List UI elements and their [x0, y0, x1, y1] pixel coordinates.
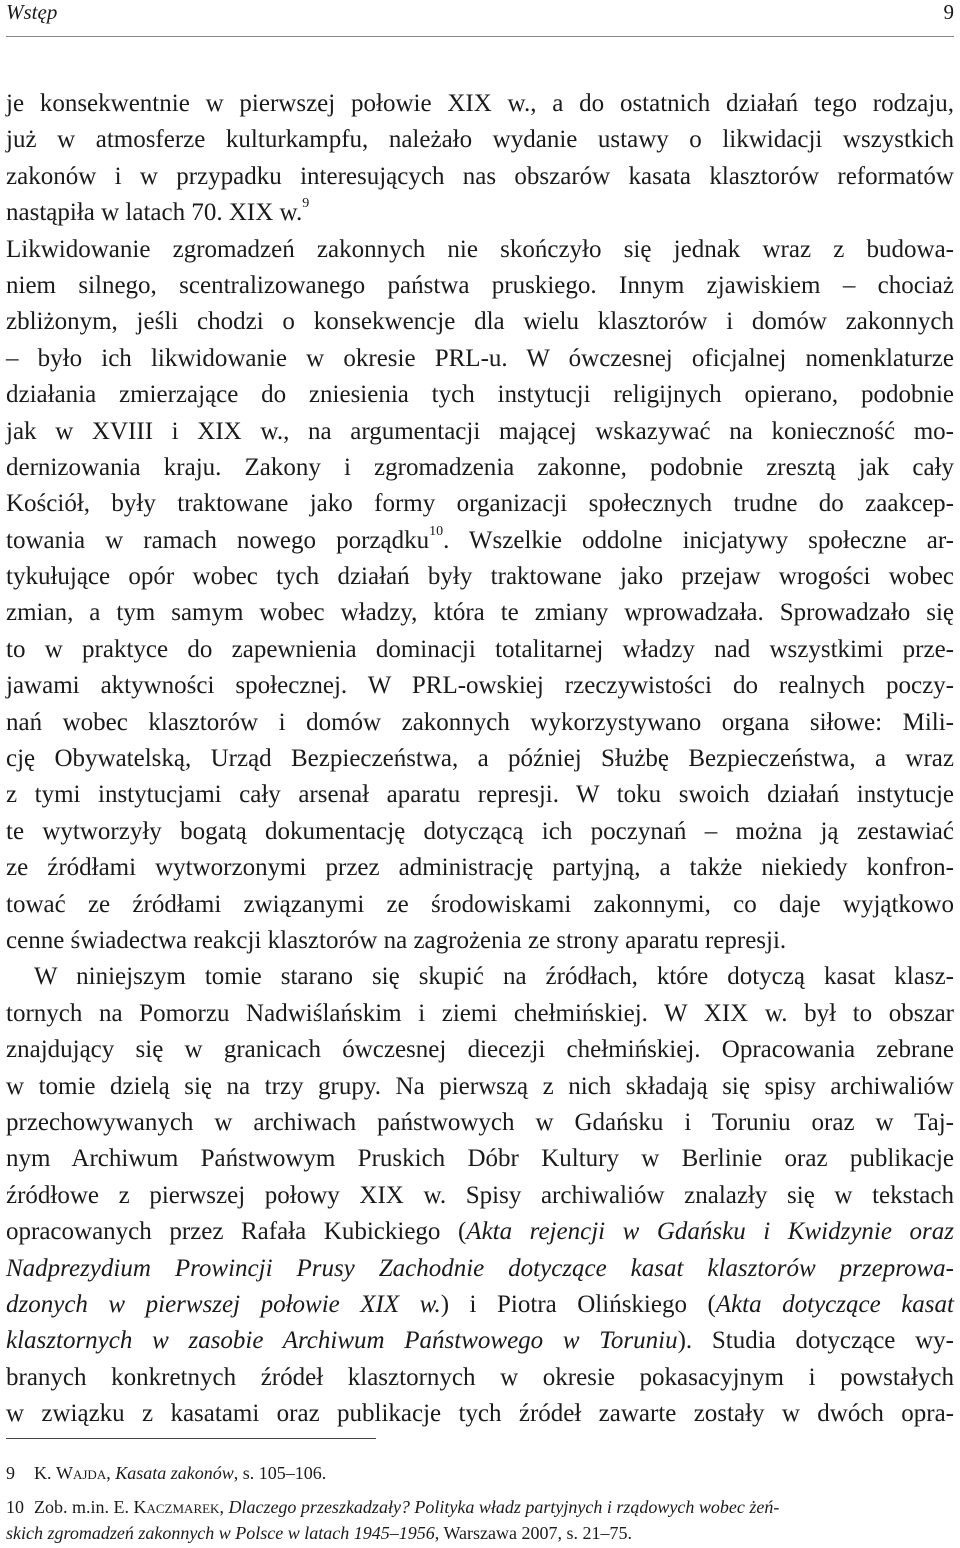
- text-line: [6, 1251, 954, 1287]
- footnote-title: Kasata zakonów: [115, 1463, 234, 1483]
- text-line: niem silnego, scentralizowanego państwa pruskiego. Innym zjawiskiem – chociaż: [6, 271, 954, 299]
- text-line: cenne świadectwa reakcji klasztorów na zagrożenia ze strony aparatu represji.: [6, 926, 787, 954]
- text-line: branych konkretnych źródeł klasztornych w okresie pokasacyjnym i powstałych: [6, 1363, 954, 1391]
- footnote-ref[interactable]: 9: [302, 196, 310, 212]
- footnote-10: 10 Zob. m.in. E. Kaczmarek, Dlaczego przeszkadzały? Polityka władz partyjnych i rządowych wobec żeń-: [6, 1494, 954, 1520]
- text-line: cję Obywatelską, Urząd Bezpieczeństwa, a później Służbę Bezpieczeństwa, a wraz: [6, 745, 954, 773]
- text-line: zakonów i w przypadku interesujących nas obszarów kasata klasztorów reformatów: [6, 162, 954, 190]
- body-text: [6, 86, 954, 1432]
- text-line: już w atmosferze kulturkampfu, należało wydanie ustawy o likwidacji wszystkich: [6, 126, 954, 154]
- text-line: dernizowania kraju. Zakony i zgromadzenia zakonne, podobnie zresztą jak cały: [6, 453, 954, 481]
- text-line: Kościół, były traktowane jako formy organizacji społecznych trudne do zaakcep-: [6, 490, 954, 518]
- text-line: dzonych w pierwszej połowie XIX w.) i Piotra Olińskiego (Akta dotyczące kasat: [6, 1290, 954, 1318]
- footnote-9: 9 K. Wajda, Kasata zakonów, s. 105–106.: [6, 1460, 954, 1486]
- text-line: nań wobec klasztorów i domów zakonnych wykorzystywano organa siłowe: Mili-: [6, 708, 954, 736]
- italic-title: dzonych w pierwszej połowie XIX w.: [6, 1290, 441, 1318]
- text-line: zmian, a tym samym wobec władzy, która te zmiany wprowadzała. Sprowadzało się: [6, 599, 954, 627]
- author-surname: Kaczmarek: [133, 1497, 220, 1517]
- footnote-title: Dlaczego przeszkadzały? Polityka władz partyjnych i rządowych wobec żeń-: [228, 1497, 780, 1517]
- text-line: działania zmierzające do zniesienia tych instytucji religijnych opierano, podobnie: [6, 381, 954, 409]
- text-line: przechowywanych w archiwach państwowych w Gdańsku i Toruniu oraz w Taj-: [6, 1108, 954, 1136]
- footnote-10-cont: skich zgromadzeń zakonnych w Polsce w latach 1945–1956, Warszawa 2007, s. 21–75.: [6, 1523, 632, 1543]
- text-line: towania w ramach nowego porządku$^{10}$. Wszelkie oddolne inicjatywy społeczne ar-: [6, 523, 954, 554]
- text-line: W niniejszym tomie starano się skupić na źródłach, które dotyczą kasat klasz-: [34, 963, 954, 991]
- footnote-number: 9: [6, 1463, 15, 1483]
- footnote-number: 10: [6, 1497, 24, 1517]
- text-line: opracowanych przez Rafała Kubickiego (Akta rejencji w Gdańsku i Kwidzynie oraz: [6, 1218, 954, 1246]
- text-line: tornych na Pomorzu Nadwiślańskim i ziemi chełmińskiej. W XIX w. był to obszar: [6, 999, 954, 1027]
- text-line: nym Archiwum Państwowym Pruskich Dóbr Kultury w Berlinie oraz publikacje: [6, 1145, 954, 1173]
- text-line: je konsekwentnie w pierwszej połowie XIX w., a do ostatnich działań tego rodzaju,: [6, 90, 954, 117]
- italic-title: Akta rejencji w Gdańsku i Kwidzynie oraz: [466, 1218, 954, 1246]
- text-line: tować ze źródłami związanymi ze środowiskami zakonnymi, co daje wyjątkowo: [6, 890, 954, 918]
- footnotes: [6, 1460, 954, 1546]
- text-line: znajdujący się w granicach ówczesnej diecezji chełmińskiej. Opracowania zebrane: [6, 1036, 954, 1064]
- text-line: nastąpiła w latach 70. XIX w.$^9$: [6, 196, 310, 227]
- text-line: jak w XVIII i XIX w., na argumentacji mającej wskazywać na konieczność mo-: [6, 417, 954, 445]
- footnote-ref[interactable]: 10: [429, 523, 444, 539]
- chapter-title: Wstęp: [6, 0, 58, 24]
- text-line: w tomie dzielą się na trzy grupy. Na pierwszą z nich składają się spisy archiwaliów: [6, 1072, 954, 1100]
- italic-title: Akta dotyczące kasat: [715, 1290, 954, 1318]
- text-line: te wytworzyły bogatą dokumentację dotyczącą ich poczynań – można ją zestawiać: [6, 817, 954, 845]
- text-line: klasztornych w zasobie Archiwum Państwowego w Toruniu). Studia dotyczące wy-: [6, 1327, 954, 1355]
- text-line: źródłowe z pierwszej połowy XIX w. Spisy archiwaliów znalazły się w tekstach: [6, 1181, 954, 1209]
- header-rule: [6, 36, 954, 37]
- author-surname: Wajda: [56, 1463, 107, 1483]
- italic-title: klasztornych w zasobie Archiwum Państwowego w Toruniu: [6, 1327, 678, 1355]
- text-line: to w praktyce do zapewnienia dominacji totalitarnej władzy nad wszystkimi prze-: [6, 635, 954, 663]
- text-line: jawami aktywności społecznej. W PRL-owskiej rzeczywistości do realnych poczy-: [6, 672, 954, 700]
- text-line: z tymi instytucjami cały arsenał aparatu represji. W toku swoich działań instytucje: [6, 781, 954, 809]
- footnote-rule: [6, 1438, 376, 1439]
- footnote-title: skich zgromadzeń zakonnych w Polsce w latach 1945–1956: [6, 1523, 435, 1543]
- page-number: 9: [943, 0, 954, 24]
- text-line: w związku z kasatami oraz publikacje tych źródeł zawarte zostały w dwóch opra-: [6, 1400, 954, 1428]
- italic-title: Nadprezydium Prowincji Prusy Zachodnie dotyczące kasat klasztorów przeprowa-: [6, 1254, 954, 1282]
- text-line: – było ich likwidowanie w okresie PRL-u. W ówczesnej oficjalnej nomenklaturze: [6, 344, 954, 372]
- running-header: [6, 0, 954, 30]
- text-line: Likwidowanie zgromadzeń zakonnych nie skończyło się jednak wraz z budowa-: [6, 235, 954, 263]
- text-line: zbliżonym, jeśli chodzi o konsekwencje dla wielu klasztorów i domów zakonnych: [6, 308, 954, 336]
- text-line: ze źródłami wytworzonymi przez administrację partyjną, a także niekiedy konfron-: [6, 854, 954, 882]
- text-line: tykułujące opór wobec tych działań były traktowane jako przejaw wrogości wobec: [6, 563, 954, 591]
